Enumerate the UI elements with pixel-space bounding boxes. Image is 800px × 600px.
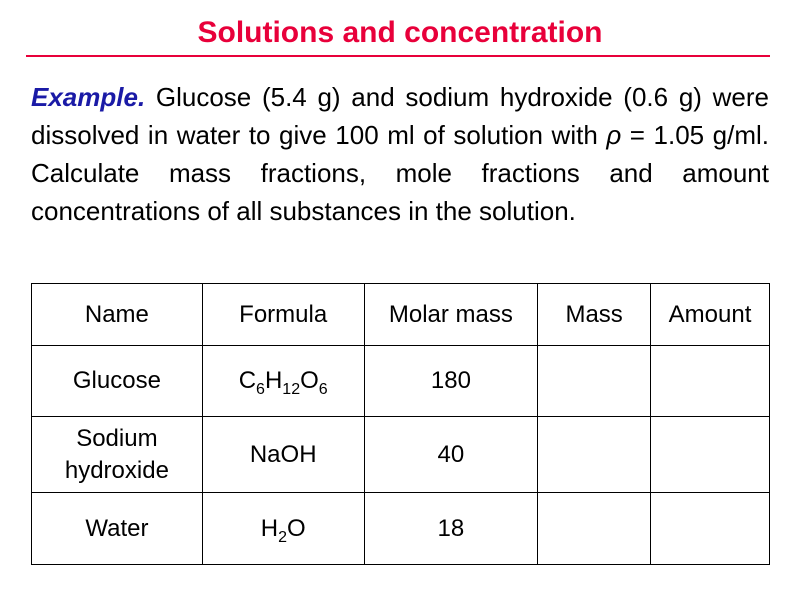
cell-formula: NaOH <box>202 417 364 493</box>
cell-mass <box>538 493 651 565</box>
cell-molar-mass: 18 <box>364 493 538 565</box>
cell-name: Water <box>32 493 203 565</box>
table-row <box>32 493 770 565</box>
cell-name: Sodium hydroxide <box>32 417 203 493</box>
example-text-after: = 1.05 g/ml. Calculate mass fractions, mole fractions and amount concentrations of all substances in the solution. <box>31 120 770 226</box>
cell-amount <box>651 417 770 493</box>
title-underline <box>26 55 770 57</box>
example-text: Glucose (5.4 g) and sodium hydroxide (0.6 g) were dissolved in water to give 100 ml of solution with <box>31 82 769 150</box>
rho-symbol: ρ <box>606 120 622 150</box>
cell-molar-mass: 40 <box>364 417 538 493</box>
header-formula: Formula <box>202 284 364 346</box>
cell-formula: $C_6H_{12}O_6$ <box>202 346 364 417</box>
page-title: Solutions and concentration <box>197 16 603 49</box>
substances-table <box>31 283 770 565</box>
header-amount: Amount <box>651 284 770 346</box>
cell-amount <box>651 493 770 565</box>
table-header-row <box>32 284 770 346</box>
example-label: Example. <box>31 82 146 112</box>
example-paragraph <box>31 78 769 230</box>
header-molar-mass: Molar mass <box>364 284 538 346</box>
cell-amount <box>651 346 770 417</box>
header-name: Name <box>32 284 203 346</box>
cell-mass <box>538 346 651 417</box>
cell-formula: $H_2O$ <box>202 493 364 565</box>
table-row <box>32 417 770 493</box>
table-row <box>32 346 770 417</box>
cell-molar-mass: 180 <box>364 346 538 417</box>
cell-mass <box>538 417 651 493</box>
header-mass: Mass <box>538 284 651 346</box>
cell-name: Glucose <box>32 346 203 417</box>
